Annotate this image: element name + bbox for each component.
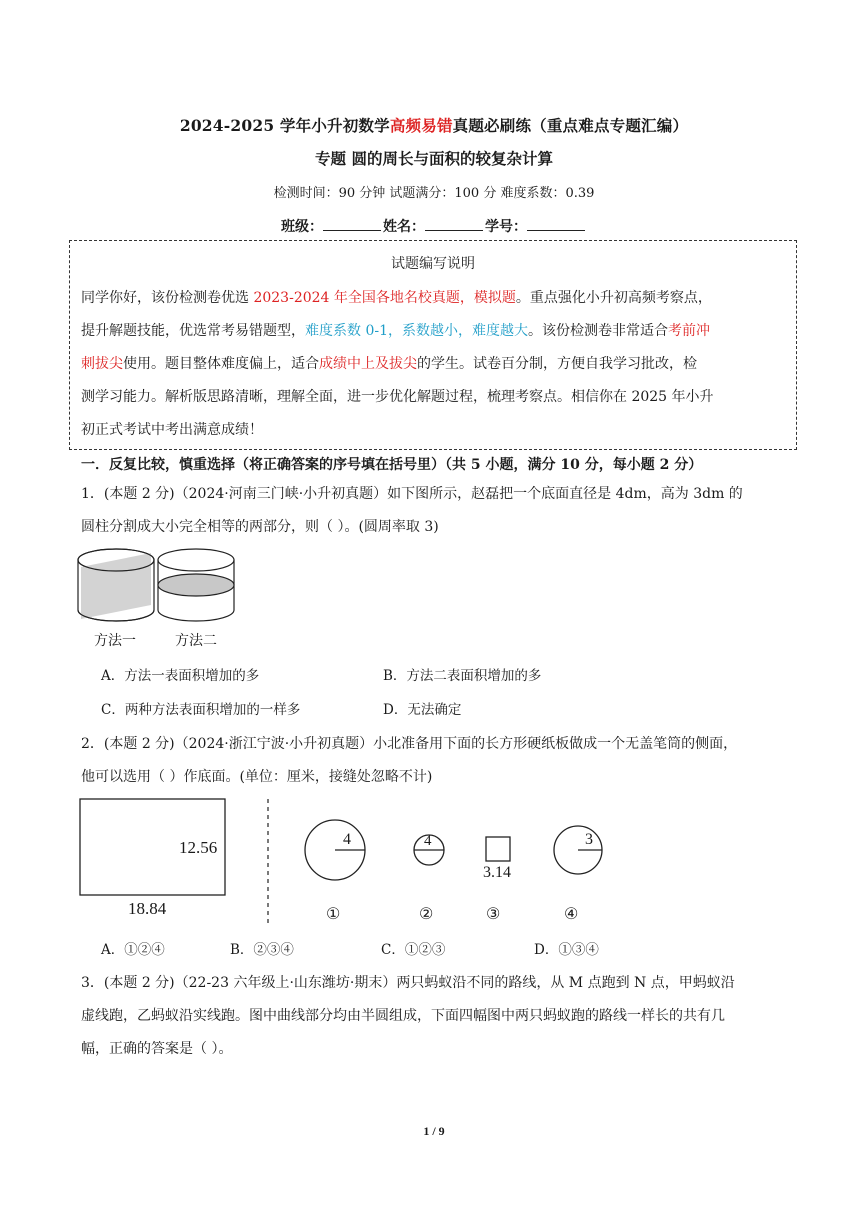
rect-width-label: 18.84 bbox=[128, 899, 167, 918]
intro-line-2 bbox=[81, 320, 710, 340]
intro-line-4: 测学习能力。解析版思路清晰，理解全面，进一步优化解题过程，梳理考察点。相信你在 2025 年小升 bbox=[81, 389, 714, 405]
intro-highlight: 考前冲 bbox=[668, 323, 710, 339]
q2-line-2: 他可以选用（ ）作底面。(单位：厘米，接缝处忽略不计) bbox=[81, 769, 433, 785]
q2-option-d[interactable]: D．①③④ bbox=[534, 942, 599, 958]
circle-4-label: 3 bbox=[585, 831, 593, 848]
intro-line-5: 初正式考试中考出满意成绩！ bbox=[81, 422, 263, 438]
intro-text: 使用。题目整体难度偏上，适合 bbox=[123, 356, 319, 372]
q3-line-3: 幅，正确的答案是（ ）。 bbox=[81, 1041, 233, 1057]
intro-highlight: 难度系数 0-1，系数越小，难度越大 bbox=[305, 323, 528, 339]
intro-text: 提升解题技能，优选常考易错题型， bbox=[81, 323, 305, 339]
q1-option-b[interactable]: B．方法二表面积增加的多 bbox=[383, 668, 542, 684]
figure-number-1: ① bbox=[326, 904, 341, 923]
class-blank[interactable] bbox=[323, 218, 381, 231]
q1-fig-label-1: 方法一 bbox=[94, 633, 136, 649]
exam-meta: 检测时间：90 分钟 试题满分：100 分 难度系数：0.39 bbox=[273, 186, 595, 201]
figure-number-4: ④ bbox=[564, 904, 579, 923]
name-label: 姓名： bbox=[383, 219, 425, 235]
intro-text: 同学你好，该份检测卷优选 bbox=[81, 290, 254, 306]
intro-text: 。该份检测卷非常适合 bbox=[528, 323, 668, 339]
cylinder-method-1 bbox=[78, 549, 154, 621]
page-number: 1 / 9 bbox=[423, 1124, 445, 1138]
paper-title bbox=[0, 114, 868, 136]
q2-option-b[interactable]: B．②③④ bbox=[230, 942, 294, 958]
intro-box bbox=[69, 240, 797, 450]
intro-highlight: 2023-2024 年全国各地名校真题，模拟题 bbox=[253, 290, 516, 306]
q2-option-a[interactable]: A．①②④ bbox=[101, 942, 165, 958]
figure-number-2: ② bbox=[419, 904, 434, 923]
title-part: 2024-2025 学年小升初数学 bbox=[179, 116, 390, 135]
section-1-heading: 一．反复比较，慎重选择（将正确答案的序号填在括号里）（共 5 小题，满分 10 分，每小题 2 分） bbox=[81, 457, 703, 473]
paper-subtitle: 专题 圆的周长与面积的较复杂计算 bbox=[315, 149, 553, 168]
intro-line-3 bbox=[81, 353, 697, 373]
q1-line-2: 圆柱分割成大小完全相等的两部分，则（ ）。(圆周率取 3) bbox=[81, 519, 439, 535]
title-highlight: 高频易错 bbox=[389, 116, 453, 135]
name-blank[interactable] bbox=[425, 218, 483, 231]
title-part: 真题必刷练（重点难点专题汇编） bbox=[452, 116, 689, 135]
square-option-3 bbox=[486, 837, 510, 861]
intro-title: 试题编写说明 bbox=[391, 256, 475, 272]
q2-line-1: 2．(本题 2 分)（2024·浙江宁波·小升初真题）小北准备用下面的长方形硬纸板做成一个无盖笔筒的侧面， bbox=[81, 736, 738, 752]
id-label: 学号： bbox=[485, 219, 527, 235]
rect-height-label: 12.56 bbox=[179, 838, 218, 857]
q1-fig-label-2: 方法二 bbox=[175, 633, 217, 649]
intro-highlight: 刺拔尖 bbox=[81, 356, 123, 372]
q1-line-1: 1．(本题 2 分)（2024·河南三门峡·小升初真题）如下图所示，赵磊把一个底面直径是 4dm，高为 3dm 的 bbox=[81, 486, 743, 502]
cylinder-method-2 bbox=[158, 549, 234, 621]
student-fields bbox=[0, 216, 868, 236]
q1-option-c[interactable]: C．两种方法表面积增加的一样多 bbox=[101, 702, 301, 718]
id-blank[interactable] bbox=[527, 218, 585, 231]
q3-line-1: 3．(本题 2 分)（22-23 六年级上·山东潍坊·期末）两只蚂蚁沿不同的路线，从 M 点跑到 N 点，甲蚂蚁沿 bbox=[81, 975, 735, 991]
figure-number-3: ③ bbox=[486, 904, 501, 923]
circle-2-label: 4 bbox=[424, 833, 432, 849]
intro-line-1 bbox=[81, 287, 712, 307]
circle-1-label: 4 bbox=[343, 831, 351, 848]
intro-text: 。重点强化小升初高频考察点， bbox=[515, 290, 712, 306]
square-label: 3.14 bbox=[483, 864, 511, 881]
class-label: 班级： bbox=[281, 219, 323, 235]
q1-option-a[interactable]: A．方法一表面积增加的多 bbox=[101, 668, 260, 684]
intro-highlight: 成绩中上及拔尖 bbox=[319, 356, 417, 372]
q1-option-d[interactable]: D．无法确定 bbox=[383, 702, 462, 718]
q3-line-2: 虚线跑，乙蚂蚁沿实线跑。图中曲线部分均由半圆组成，下面四幅图中两只蚂蚁跑的路线一样长的共有几 bbox=[81, 1008, 725, 1024]
intro-text: 的学生。试卷百分制，方便自我学习批改，检 bbox=[417, 356, 697, 372]
q2-option-c[interactable]: C．①②③ bbox=[381, 942, 446, 958]
